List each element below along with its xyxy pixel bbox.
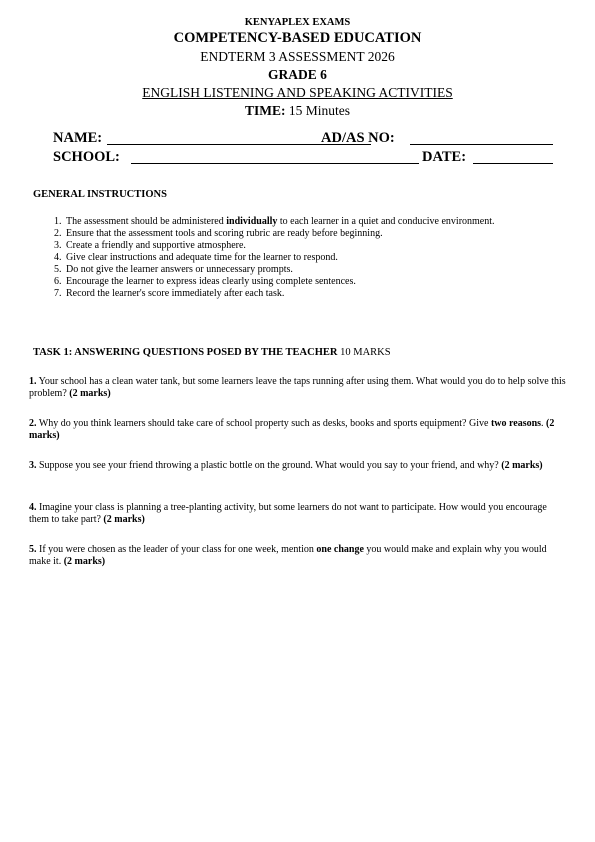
instruction-item: 6. Encourage the learner to express ideas clearly using complete sentences.: [64, 276, 584, 288]
date-label: DATE:: [422, 149, 467, 165]
task1-title: TASK 1: ANSWERING QUESTIONS POSED BY THE TEACHER 10 MARKS: [33, 347, 391, 358]
date-field[interactable]: [473, 163, 553, 164]
exam-header: [0, 16, 595, 120]
question-3: 3. Suppose you see your friend throwing a plastic bottle on the ground. What would you say to your friend, and why? (2 marks): [29, 460, 543, 471]
question-4: 4. Imagine your class is planning a tree-planting activity, but some learners do not want to participate. How would you encourage them to take part? (2 marks): [29, 502, 547, 525]
assessment-title: ENDTERM 3 ASSESSMENT 2026: [200, 49, 395, 64]
task1-marks: 10 MARKS: [340, 347, 391, 358]
time-line: [0, 102, 595, 120]
name-label: NAME:: [53, 130, 103, 146]
time-value: 15 Minutes: [288, 103, 350, 118]
grade-title: GRADE 6: [268, 67, 327, 82]
question-5: 5. If you were chosen as the leader of your class for one week, mention one change you would make and explain why you would make it. (2 marks): [29, 544, 547, 567]
question-2: 2. Why do you think learners should take care of school property such as desks, books and sports equipment? Give two reasons. (2 marks): [29, 418, 555, 441]
instruction-item: 4. Give clear instructions and adequate time for the learner to respond.: [64, 252, 584, 264]
adm-field[interactable]: [410, 144, 553, 145]
question-1: 1. Your school has a clean water tank, but some learners leave the taps running after using them. What would you do to help solve this problem? (2 marks): [29, 376, 566, 399]
subject-title: ENGLISH LISTENING AND SPEAKING ACTIVITIES: [142, 85, 453, 100]
school-date-row: [53, 149, 553, 167]
time-label: TIME:: [244, 103, 286, 118]
instructions-list: [37, 216, 584, 300]
instruction-item: 5. Do not give the learner answers or unnecessary prompts.: [64, 264, 584, 276]
adm-label: AD/AS NO:: [321, 130, 395, 146]
organization-name: KENYAPLEX EXAMS: [244, 17, 351, 28]
school-label: SCHOOL:: [53, 149, 120, 165]
instruction-item: 2. Ensure that the assessment tools and scoring rubric are ready before beginning.: [64, 228, 584, 240]
instructions-title: GENERAL INSTRUCTIONS: [33, 189, 167, 200]
program-title: COMPETENCY-BASED EDUCATION: [173, 30, 422, 46]
name-adm-row: [53, 130, 553, 148]
instruction-item: 1. The assessment should be administered individually to each learner in a quiet and conducive environment.: [64, 216, 584, 228]
school-field[interactable]: [131, 163, 419, 164]
instruction-item: 7. Record the learner's score immediately after each task.: [64, 288, 584, 300]
instruction-item: 3. Create a friendly and supportive atmosphere.: [64, 240, 584, 252]
